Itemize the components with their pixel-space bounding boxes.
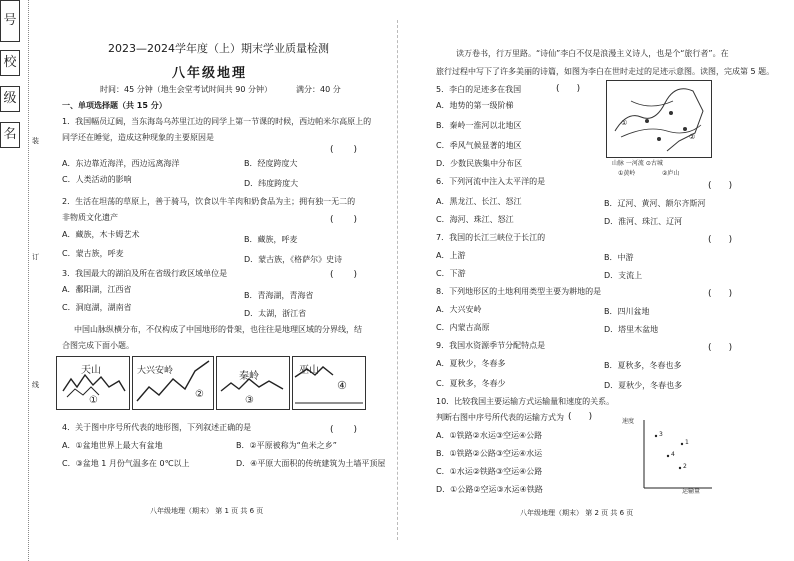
q3-option-c[interactable]: C．洞庭湖，湖南省 <box>62 303 132 312</box>
li-bai-intro-line2: 旅行过程中写下了许多美丽的诗篇，如图为李白在世时走过的足迹示意图。读图，完成第 5 题。 <box>436 67 775 76</box>
mountain-panel-2 <box>132 356 214 410</box>
q9-option-c[interactable]: C．夏秋多，冬春少 <box>436 379 506 388</box>
q10-stem-line2: 判断右图中序号所代表的运输方式为 <box>436 413 564 422</box>
q7-option-d[interactable]: D．支流上 <box>604 271 643 280</box>
q4-option-c[interactable]: C．③盆地 1 月份气温多在 0℃以上 <box>62 459 190 468</box>
q10-option-c[interactable]: C．①水运②铁路③空运④公路 <box>436 467 543 476</box>
q4-answer-paren[interactable]: ( ) <box>330 425 358 435</box>
transport-graph <box>622 416 716 495</box>
side-cell-class: 级 <box>0 86 20 112</box>
q5-stem: 5．李白的足迹多在我国 <box>436 85 522 94</box>
q6-option-c[interactable]: C．海河、珠江、怒江 <box>436 215 514 224</box>
q2-answer-paren[interactable]: ( ) <box>330 215 358 225</box>
map-legend: 山脉 一河流 ⊙古城 <box>612 160 663 167</box>
q2-stem-line2: 非物质文化遗产 <box>62 213 118 222</box>
q3-answer-paren[interactable]: ( ) <box>330 270 358 280</box>
q10-option-d[interactable]: D．①公路②空运③水运④铁路 <box>436 485 543 494</box>
q1-answer-paren[interactable]: ( ) <box>330 145 358 155</box>
mountain-num-1: ① <box>89 395 98 406</box>
mountain-panel-3 <box>216 356 290 410</box>
mountain-label-qinling: 秦岭 <box>239 371 259 382</box>
mountain-num-4: ④ <box>337 379 347 392</box>
q8-option-a[interactable]: A．大兴安岭 <box>436 305 482 314</box>
q10-stem: 10．比较我国主要运输方式运输量和速度的关系。 <box>436 397 615 406</box>
graph-axes <box>636 416 716 494</box>
side-cell-school: 校 <box>0 50 20 76</box>
q6-option-b[interactable]: B．辽河、黄河、额尔齐斯河 <box>604 199 706 208</box>
q9-stem: 9．我国水资源季节分配特点是 <box>436 341 546 350</box>
binding-mark-ding: 订 <box>32 253 39 261</box>
q2-option-b[interactable]: B．藏族，呼麦 <box>244 235 298 244</box>
q6-stem: 6．下列河流中注入太平洋的是 <box>436 177 546 186</box>
graph-point-2: 2 <box>683 463 687 470</box>
q8-answer-paren[interactable]: ( ) <box>708 289 733 299</box>
exam-title: 2023—2024学年度（上）期末学业质量检测 <box>108 42 329 55</box>
q9-option-b[interactable]: B．夏秋多，冬春也多 <box>604 361 682 370</box>
q9-option-d[interactable]: D．夏秋少，冬春也多 <box>604 381 683 390</box>
q8-option-d[interactable]: D．塔里木盆地 <box>604 325 659 334</box>
graph-point-1: 1 <box>685 439 689 446</box>
q10-answer-paren[interactable]: ( ) <box>568 412 593 422</box>
q5-option-a[interactable]: A．地势的第一级阶梯 <box>436 101 514 110</box>
time-info: 时间：45 分钟（地生会堂考试时间共 90 分钟） <box>100 85 272 94</box>
mountain-label-wushan: 巫山 <box>299 365 319 376</box>
q7-answer-paren[interactable]: ( ) <box>708 235 733 245</box>
page-divider <box>397 20 398 540</box>
side-cell-number: 号 <box>0 0 20 42</box>
footer-left: 八年级地理（期末） 第 1 页 共 6 页 <box>150 507 264 515</box>
mountain-label-daxinganling: 大兴安岭 <box>137 366 174 376</box>
q2-option-c[interactable]: C．蒙古族，呼麦 <box>62 249 124 258</box>
q5-option-c[interactable]: C．季风气候显著的地区 <box>436 141 522 150</box>
graph-y-label: 速度 <box>622 418 635 425</box>
q5-option-b[interactable]: B．秦岭一淮河以北地区 <box>436 121 522 130</box>
q4-option-a[interactable]: A．①盆地世界上最大有盆地 <box>62 441 163 450</box>
graph-x-label: 运输量 <box>682 488 701 495</box>
q3-option-a[interactable]: A．鄱阳湖，江西省 <box>62 285 132 294</box>
q4-stem: 4．关于图中序号所代表的地形图，下列叙述正确的是 <box>62 423 252 432</box>
map-marker-2: ② <box>689 133 696 141</box>
q9-answer-paren[interactable]: ( ) <box>708 343 733 353</box>
q7-option-b[interactable]: B．中游 <box>604 253 634 262</box>
li-bai-intro-line1: 读万卷书，行万里路。“诗仙”李白不仅是浪漫主义诗人，也是个“旅行者”。在 <box>456 49 729 58</box>
q1-stem-line1: 1．我国幅员辽阔，当东海岛乌苏里江边的同学上第一节课的时候，西边帕米尔高原上的 <box>62 117 372 126</box>
mountain-num-2: ② <box>195 389 204 400</box>
binding-mark-zhuang: 装 <box>32 137 39 145</box>
score-info: 满分：40 分 <box>296 85 341 94</box>
map-key-2: ②庐山 <box>662 170 680 177</box>
q10-option-b[interactable]: B．①铁路②公路③空运④水运 <box>436 449 543 458</box>
graph-point-3: 3 <box>659 431 663 438</box>
mountain-num-3: ③ <box>245 395 254 406</box>
mountain-intro-line2: 合图完成下面小题。 <box>62 341 134 350</box>
q9-option-a[interactable]: A．夏秋少，冬春多 <box>436 359 506 368</box>
mountain-icon <box>293 357 365 409</box>
q4-option-b[interactable]: B．②平原被称为“鱼米之乡” <box>236 441 337 450</box>
q5-option-d[interactable]: D．少数民族集中分布区 <box>436 159 523 168</box>
q4-option-d[interactable]: D．④平原大面积的传统建筑为土墙平顶屋 <box>236 459 386 468</box>
q3-option-b[interactable]: B．青海湖，青海省 <box>244 291 314 300</box>
q2-option-a[interactable]: A．藏族，木卡姆艺术 <box>62 230 140 239</box>
q1-option-c[interactable]: C．人类活动的影响 <box>62 175 132 184</box>
q1-option-a[interactable]: A．东边靠近海洋，西边远离海洋 <box>62 159 180 168</box>
footer-right: 八年级地理（期末） 第 2 页 共 6 页 <box>520 509 634 517</box>
q8-option-c[interactable]: C．内蒙古高原 <box>436 323 490 332</box>
mountain-panel-4 <box>292 356 366 410</box>
q2-stem-line1: 2．生活在坦荡的草原上，善于骑马，饮食以牛羊肉和奶食品为主；拥有独一无二的 <box>62 197 356 206</box>
q6-answer-paren[interactable]: ( ) <box>708 181 733 191</box>
mountain-intro-line1: 中国山脉纵横分布，不仅构成了中国地形的骨架，也往往是地理区域的分界线，结 <box>74 325 362 334</box>
q7-option-c[interactable]: C．下游 <box>436 269 466 278</box>
binding-mark-xian: 线 <box>32 381 39 389</box>
q1-stem-line2: 同学还在睡觉，造成这种现象的主要原因是 <box>62 133 214 142</box>
subject-title: 八年级地理 <box>172 66 248 81</box>
q1-option-b[interactable]: B．经度跨度大 <box>244 159 298 168</box>
binding-line <box>28 0 29 561</box>
q8-stem: 8．下列地形区的土地利用类型主要为耕地的是 <box>436 287 602 296</box>
q3-stem: 3．我国最大的湖泊及所在省级行政区域单位是 <box>62 269 228 278</box>
q2-option-d[interactable]: D．蒙古族，《格萨尔》史诗 <box>244 255 343 264</box>
mountain-label-tianshan: 天山 <box>81 365 101 376</box>
q3-option-d[interactable]: D．太湖，浙江省 <box>244 309 307 318</box>
map-marker-1: ① <box>621 119 628 127</box>
section-heading: 一、单项选择题（共 15 分） <box>62 101 167 110</box>
q7-stem: 7．我国的长江三峡位于长江的 <box>436 233 546 242</box>
q8-option-b[interactable]: B．四川盆地 <box>604 307 650 316</box>
mountain-panel-1 <box>56 356 130 410</box>
map-key-1: ①黄岭 <box>618 170 636 177</box>
q5-answer-paren[interactable]: ( ) <box>556 84 581 94</box>
li-bai-map <box>606 80 712 158</box>
q10-option-a[interactable]: A．①铁路②水运③空运④公路 <box>436 431 543 440</box>
side-cell-name: 名 <box>0 122 20 148</box>
q7-option-a[interactable]: A．上游 <box>436 251 466 260</box>
graph-point-4: 4 <box>671 451 675 458</box>
q6-option-a[interactable]: A．黑龙江、长江、怒江 <box>436 197 522 206</box>
q6-option-d[interactable]: D．淮河、珠江、辽河 <box>604 217 683 226</box>
q1-option-d[interactable]: D．纬度跨度大 <box>244 179 299 188</box>
